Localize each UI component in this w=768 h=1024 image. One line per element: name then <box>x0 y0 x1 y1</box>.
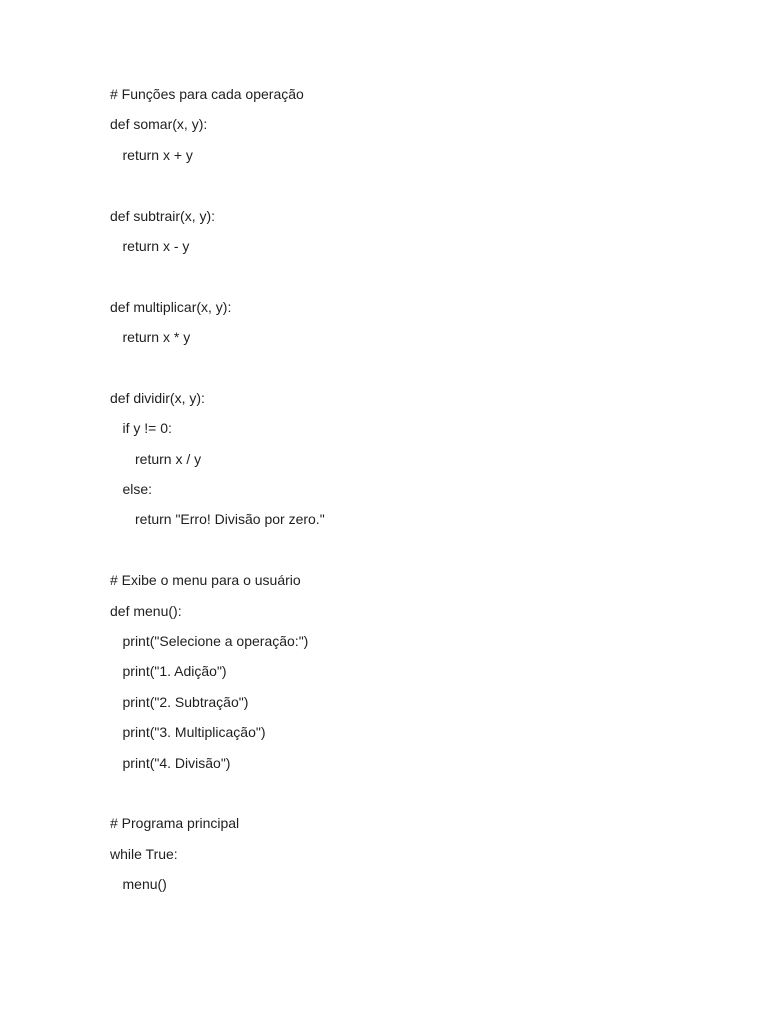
code-line: print("3. Multiplicação") <box>122 724 266 741</box>
blank-line <box>110 358 710 388</box>
code-line: def dividir(x, y): <box>110 389 205 406</box>
code-line: print("4. Divisão") <box>122 754 231 771</box>
code-line: return x + y <box>122 146 193 163</box>
code-line: return x / y <box>135 450 202 467</box>
code-line: while True: <box>110 845 178 862</box>
blank-line <box>110 266 710 296</box>
blank-line <box>110 540 710 570</box>
code-line: print("2. Subtração") <box>122 693 249 710</box>
code-line: print("1. Adição") <box>122 663 227 680</box>
code-line: return x * y <box>122 329 191 346</box>
code-line: else: <box>122 481 153 498</box>
code-line: menu() <box>122 876 167 893</box>
comment-line: # Funções para cada operação <box>110 86 304 102</box>
code-line: return "Erro! Divisão por zero." <box>135 511 325 528</box>
code-line: def multiplicar(x, y): <box>110 298 232 315</box>
comment-line: # Exibe o menu para o usuário <box>110 572 301 589</box>
blank-line <box>110 783 710 813</box>
blank-line <box>110 175 710 205</box>
code-line: if y != 0: <box>122 420 172 437</box>
code-line: def menu(): <box>110 602 182 619</box>
code-line: return x - y <box>122 237 190 254</box>
code-line: def subtrair(x, y): <box>110 207 216 224</box>
code-line: print("Selecione a operação:") <box>122 633 309 650</box>
comment-line: # Programa principal <box>110 815 240 832</box>
code-block <box>110 84 710 905</box>
code-line: def somar(x, y): <box>110 116 208 133</box>
